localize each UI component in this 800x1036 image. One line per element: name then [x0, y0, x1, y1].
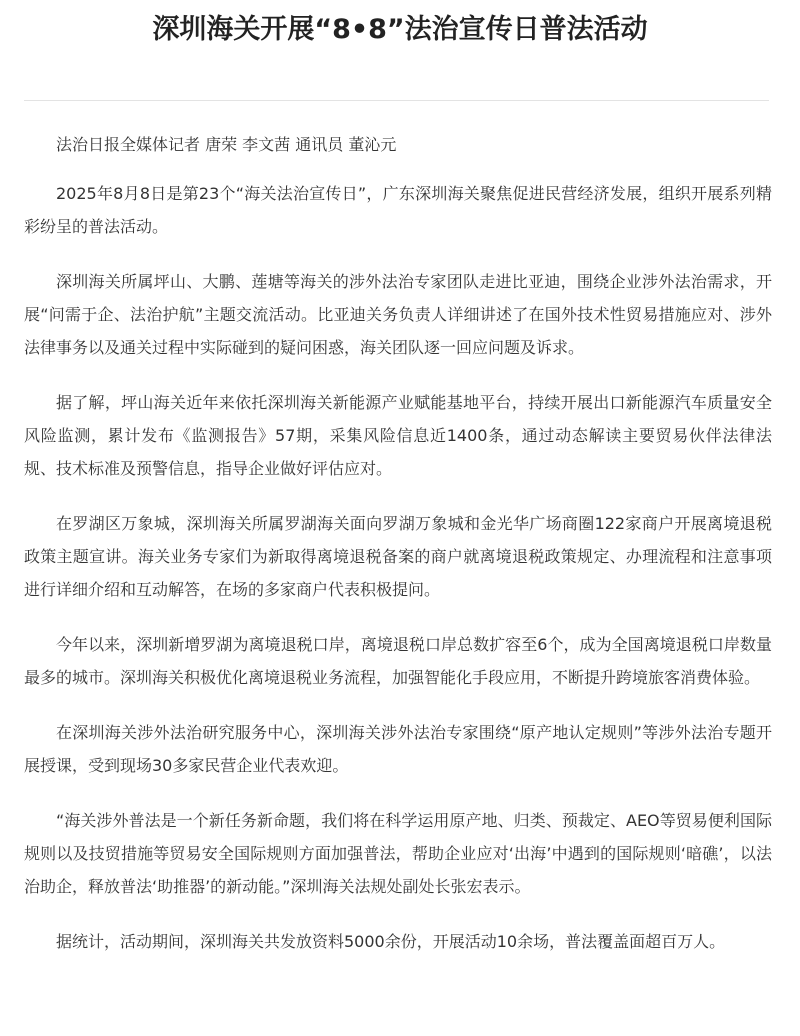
- article-paragraph: 深圳海关所属坪山、大鹏、莲塘等海关的涉外法治专家团队走进比亚迪，围绕企业涉外法治需求，开展“问需于企、法治护航”主题交流活动。比亚迪关务负责人详细讲述了在国外技术性贸易措施应对、涉外法律事务以及通关过程中实际碰到的疑问困惑，海关团队逐一回应问题及诉求。: [24, 272, 772, 357]
- article-paragraph: 在罗湖区万象城，深圳海关所属罗湖海关面向罗湖万象城和金光华广场商圈122家商户开展离境退税政策主题宣讲。海关业务专家们为新取得离境退税备案的商户就离境退税政策规定、办理流程和注意事项进行详细介绍和互动解答，在场的多家商户代表积极提问。: [24, 514, 772, 599]
- article-paragraph: 2025年8月8日是第23个“海关法治宣传日”，广东深圳海关聚焦促进民营经济发展，组织开展系列精彩纷呈的普法活动。: [24, 184, 772, 236]
- article-paragraph: 今年以来，深圳新增罗湖为离境退税口岸，离境退税口岸总数扩容至6个，成为全国离境退税口岸数量最多的城市。深圳海关积极优化离境退税业务流程，加强智能化手段应用，不断提升跨境旅客消费体验。: [24, 635, 772, 687]
- article-body: [24, 128, 772, 980]
- article-paragraph: “海关涉外普法是一个新任务新命题，我们将在科学运用原产地、归类、预裁定、AEO等贸易便利国际规则以及技贸措施等贸易安全国际规则方面加强普法，帮助企业应对‘出海’中遇到的国际规则‘暗礁’，以法治助企，释放普法‘助推器’的新动能。”深圳海关法规处副处长张宏表示。: [24, 811, 772, 896]
- article-paragraph: 据了解，坪山海关近年来依托深圳海关新能源产业赋能基地平台，持续开展出口新能源汽车质量安全风险监测，累计发布《监测报告》57期，采集风险信息近1400条，通过动态解读主要贸易伙伴法律法规、技术标准及预警信息，指导企业做好评估应对。: [24, 393, 772, 478]
- title-divider: [24, 100, 769, 101]
- article-paragraph: 据统计，活动期间，深圳海关共发放资料5000余份，开展活动10余场，普法覆盖面超百万人。: [56, 932, 726, 951]
- article-byline: 法治日报全媒体记者 唐荣 李文茜 通讯员 董沁元: [56, 135, 397, 154]
- article-paragraph: 在深圳海关涉外法治研究服务中心，深圳海关涉外法治专家围绕“原产地认定规则”等涉外法治专题开展授课，受到现场30多家民营企业代表欢迎。: [24, 723, 772, 775]
- article-title: 深圳海关开展“8•8”法治宣传日普法活动: [152, 14, 648, 45]
